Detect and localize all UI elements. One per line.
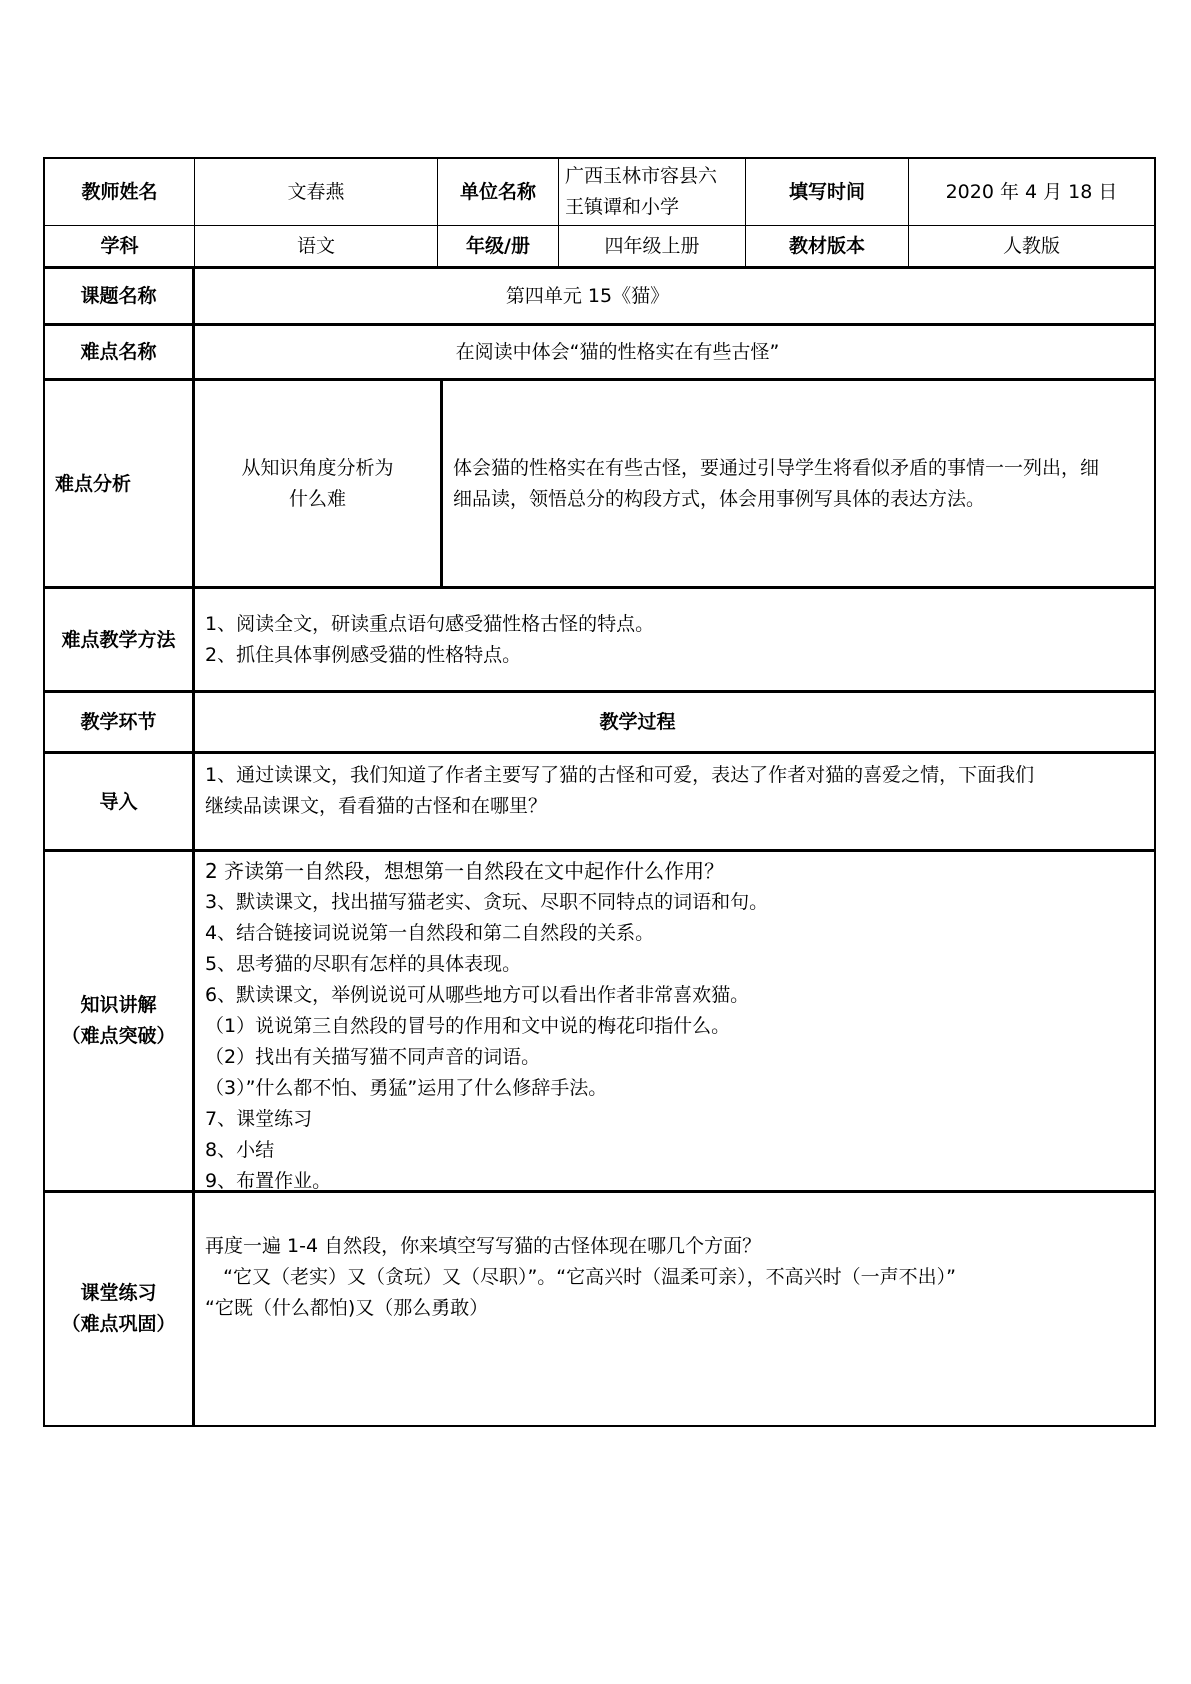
analysis-text bbox=[443, 381, 1154, 589]
topic-value-text: 第四单元 15《猫》 bbox=[505, 285, 670, 307]
explain-line: 3、默读课文，找出描写猫老实、贪玩、尽职不同特点的词语和句。 bbox=[205, 891, 769, 913]
explain-label-line1: 知识讲解 bbox=[80, 994, 157, 1016]
analysis-sub-label bbox=[195, 381, 443, 589]
method-label-text: 难点教学方法 bbox=[61, 628, 176, 651]
practice-label bbox=[45, 1193, 195, 1425]
edition-value bbox=[909, 226, 1154, 269]
unit-label bbox=[438, 159, 559, 226]
topic-value bbox=[195, 269, 1154, 326]
practice-line: “它既（什么都怕)又（那么勇敢） bbox=[205, 1297, 489, 1319]
subject-value bbox=[195, 226, 438, 269]
difficulty-label bbox=[45, 326, 195, 381]
explain-line: （3）”什么都不怕、勇猛”运用了什么修辞手法。 bbox=[205, 1077, 608, 1099]
practice-value bbox=[195, 1193, 1154, 1425]
method-value bbox=[195, 589, 1154, 693]
explain-line: 2 齐读第一自然段，想想第一自然段在文中起作什么作用？ bbox=[205, 859, 725, 883]
grade-label-text: 年级/册 bbox=[466, 235, 530, 257]
explain-line: 4、结合链接词说说第一自然段和第二自然段的关系。 bbox=[205, 922, 655, 944]
analysis-label-text: 难点分析 bbox=[55, 472, 132, 495]
process-label bbox=[45, 693, 195, 754]
topic-label-text: 课题名称 bbox=[80, 285, 157, 307]
explain-line: 6、默读课文，举例说说可从哪些地方可以看出作者非常喜欢猫。 bbox=[205, 984, 750, 1006]
practice-label-line1: 课堂练习 bbox=[80, 1282, 157, 1304]
intro-value bbox=[195, 754, 1154, 852]
difficulty-label-text: 难点名称 bbox=[80, 341, 157, 363]
analysis-text-line2: 细品读，领悟总分的构段方式，体会用事例写具体的表达方法。 bbox=[453, 488, 986, 510]
unit-value-line2: 王镇谭和小学 bbox=[565, 196, 680, 218]
date-label-text: 填写时间 bbox=[788, 181, 865, 203]
date-value-text: 2020 年 4 月 18 日 bbox=[945, 181, 1118, 203]
method-label bbox=[45, 589, 195, 693]
edition-value-text: 人教版 bbox=[1002, 235, 1060, 257]
grade-label bbox=[438, 226, 559, 269]
grade-value bbox=[559, 226, 746, 269]
lesson-plan-table bbox=[43, 157, 1156, 1427]
explain-line: （2）找出有关描写猫不同声音的词语。 bbox=[205, 1046, 541, 1068]
edition-label-text: 教材版本 bbox=[788, 235, 865, 257]
practice-label-line2: （难点巩固） bbox=[61, 1313, 176, 1335]
process-value bbox=[195, 693, 1154, 754]
analysis-sub-label-line2: 什么难 bbox=[288, 488, 346, 510]
teacher-label bbox=[45, 159, 195, 226]
subject-label-text: 学科 bbox=[100, 235, 139, 257]
teacher-value bbox=[195, 159, 438, 226]
date-value bbox=[909, 159, 1154, 226]
practice-line: “它又（老实）又（贪玩）又（尽职）”。“它高兴时（温柔可亲），不高兴时（一声不出）” bbox=[205, 1266, 956, 1288]
explain-line: 8、小结 bbox=[205, 1139, 275, 1161]
practice-line: 再度一遍 1-4 自然段，你来填空写写猫的古怪体现在哪几个方面？ bbox=[205, 1235, 762, 1257]
explain-line: 5、思考猫的尽职有怎样的具体表现。 bbox=[205, 953, 522, 975]
difficulty-value-text: 在阅读中体会“猫的性格实在有些古怪” bbox=[455, 341, 780, 363]
grade-value-text: 四年级上册 bbox=[604, 235, 700, 257]
subject-value-text: 语文 bbox=[296, 235, 335, 257]
teacher-value-text: 文春燕 bbox=[287, 181, 345, 203]
unit-label-text: 单位名称 bbox=[459, 181, 536, 203]
process-value-text: 教学过程 bbox=[599, 711, 676, 733]
intro-label bbox=[45, 754, 195, 852]
method-line: 1、阅读全文，研读重点语句感受猫性格古怪的特点。 bbox=[205, 612, 655, 635]
edition-label bbox=[746, 226, 909, 269]
analysis-text-line1: 体会猫的性格实在有些古怪，要通过引导学生将看似矛盾的事情一一列出，细 bbox=[453, 457, 1100, 479]
unit-value bbox=[559, 159, 746, 226]
analysis-label bbox=[45, 381, 195, 589]
date-label bbox=[746, 159, 909, 226]
explain-label bbox=[45, 852, 195, 1193]
explain-line: 7、课堂练习 bbox=[205, 1108, 313, 1130]
intro-line: 1、通过读课文，我们知道了作者主要写了猫的古怪和可爱，表达了作者对猫的喜爱之情，下面我们 bbox=[205, 764, 1035, 786]
unit-value-line1: 广西玉林市容县六 bbox=[565, 165, 718, 187]
subject-label bbox=[45, 226, 195, 269]
method-line: 2、抓住具体事例感受猫的性格特点。 bbox=[205, 643, 522, 666]
analysis-sub-label-line1: 从知识角度分析为 bbox=[241, 457, 394, 479]
intro-line: 继续品读课文，看看猫的古怪和在哪里？ bbox=[205, 795, 548, 817]
topic-label bbox=[45, 269, 195, 326]
teacher-label-text: 教师姓名 bbox=[81, 181, 158, 203]
intro-label-text: 导入 bbox=[99, 790, 138, 813]
explain-label-line2: （难点突破） bbox=[61, 1025, 176, 1047]
explain-value bbox=[195, 852, 1154, 1193]
explain-line: （1）说说第三自然段的冒号的作用和文中说的梅花印指什么。 bbox=[205, 1015, 731, 1037]
process-label-text: 教学环节 bbox=[80, 711, 157, 733]
explain-line: 9、布置作业。 bbox=[205, 1170, 332, 1192]
difficulty-value bbox=[195, 326, 1154, 381]
